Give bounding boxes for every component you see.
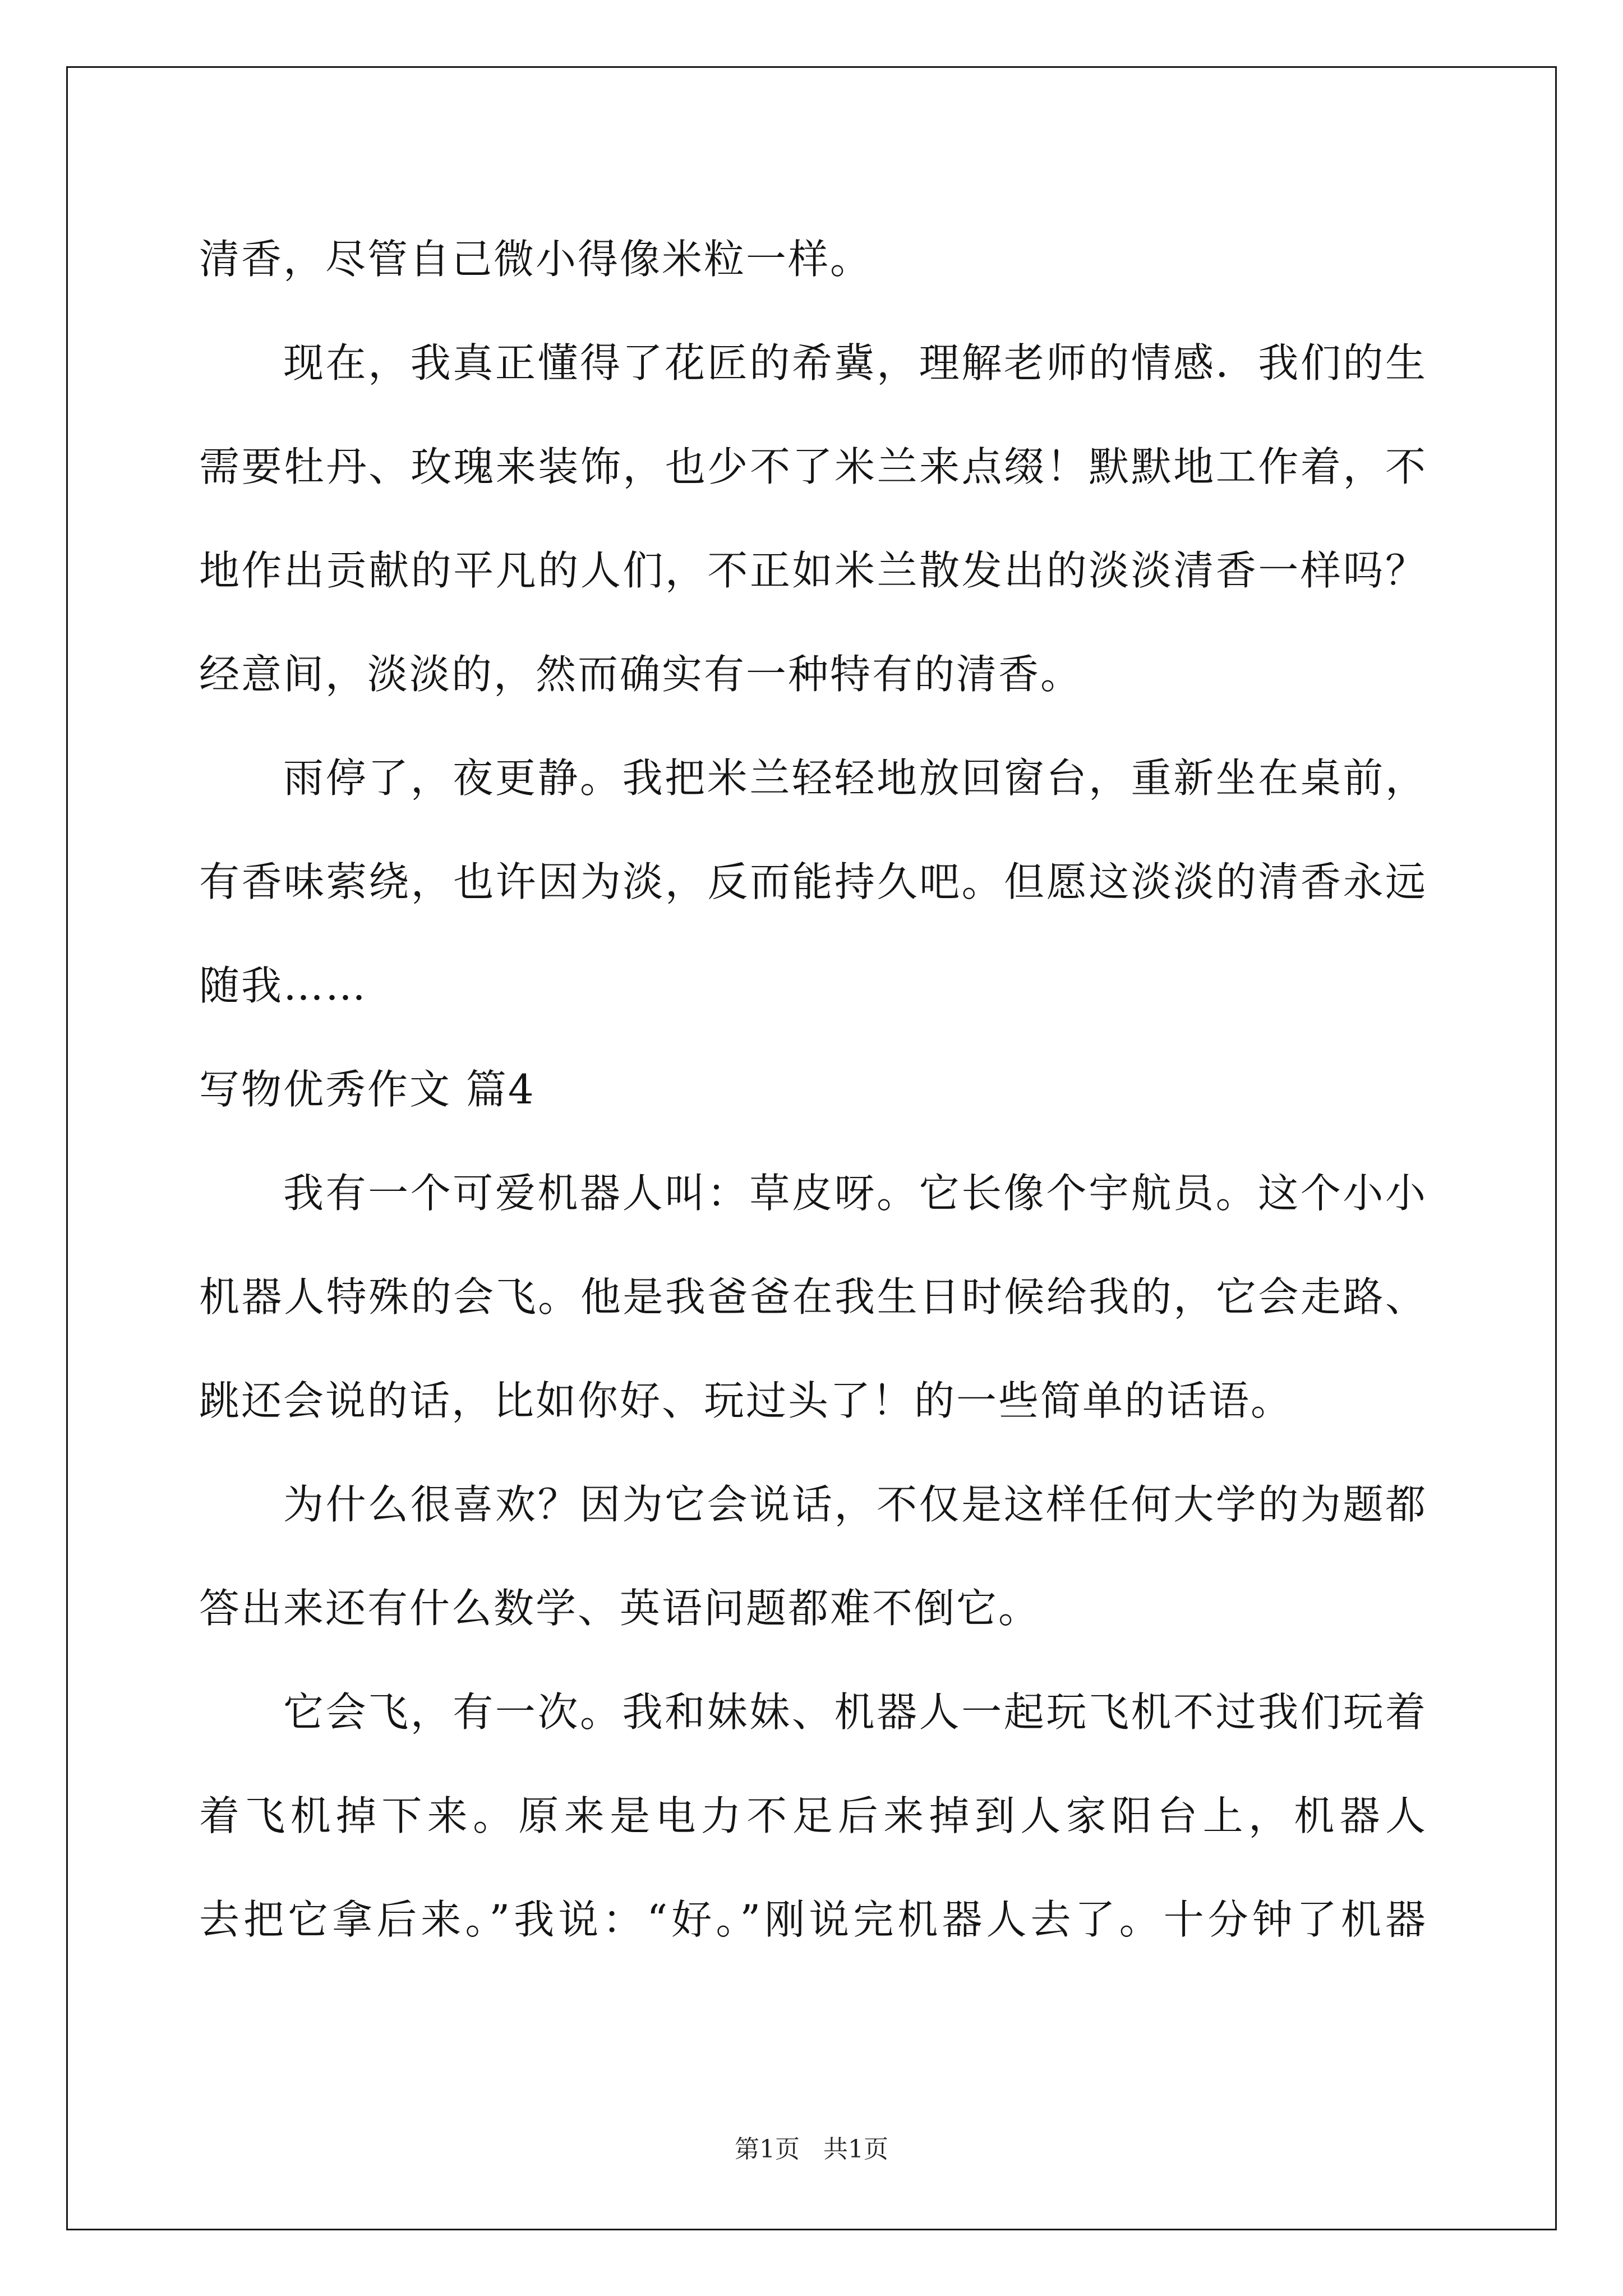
text-line: 需要牡丹、玫瑰来装饰，也少不了米兰来点缀！默默地工作着，不	[199, 443, 1427, 490]
text-line: 清香，尽管自己微小得像米粒一样。	[199, 236, 873, 283]
text-line: 随我……	[199, 962, 368, 1009]
text-line: 经意间，淡淡的，然而确实有一种特有的清香。	[199, 651, 1083, 698]
page-footer	[0, 2129, 1623, 2165]
text-line: 我有一个可爱机器人叫：草皮呀。它长像个宇航员。这个小小	[283, 1170, 1427, 1217]
text-line: 跳还会说的话，比如你好、玩过头了！的一些简单的话语。	[199, 1377, 1293, 1424]
text-line: 现在，我真正懂得了花匠的希冀，理解老师的情感．我们的生	[283, 339, 1427, 386]
section-heading: 写物优秀作文 篇4	[199, 1066, 536, 1113]
document-body	[199, 208, 1427, 1972]
text-line: 雨停了，夜更静。我把米兰轻轻地放回窗台，重新坐在桌前，	[283, 754, 1427, 802]
text-line: 地作出贡献的平凡的人们，不正如米兰散发出的淡淡清香一样吗？	[199, 547, 1427, 594]
page-total: 共1页	[823, 2135, 888, 2164]
text-line: 着飞机掉下来。原来是电力不足后来掉到人家阳台上，机器人	[199, 1792, 1427, 1839]
text-line: 有香味萦绕，也许因为淡，反而能持久吧。但愿这淡淡的清香永远	[199, 858, 1427, 905]
text-line: 它会飞，有一次。我和妹妹、机器人一起玩飞机不过我们玩着	[283, 1688, 1427, 1736]
text-line: 机器人特殊的会飞。他是我爸爸在我生日时候给我的，它会走路、	[199, 1273, 1427, 1320]
text-line: 答出来还有什么数学、英语问题都难不倒它。	[199, 1585, 1041, 1632]
text-line: 为什么很喜欢？因为它会说话，不仅是这样任何大学的为题都	[283, 1481, 1427, 1528]
text-line: 去把它拿后来。”我说：“好。”刚说完机器人去了。十分钟了机器	[199, 1896, 1427, 1943]
page-number: 第1页	[735, 2135, 800, 2164]
